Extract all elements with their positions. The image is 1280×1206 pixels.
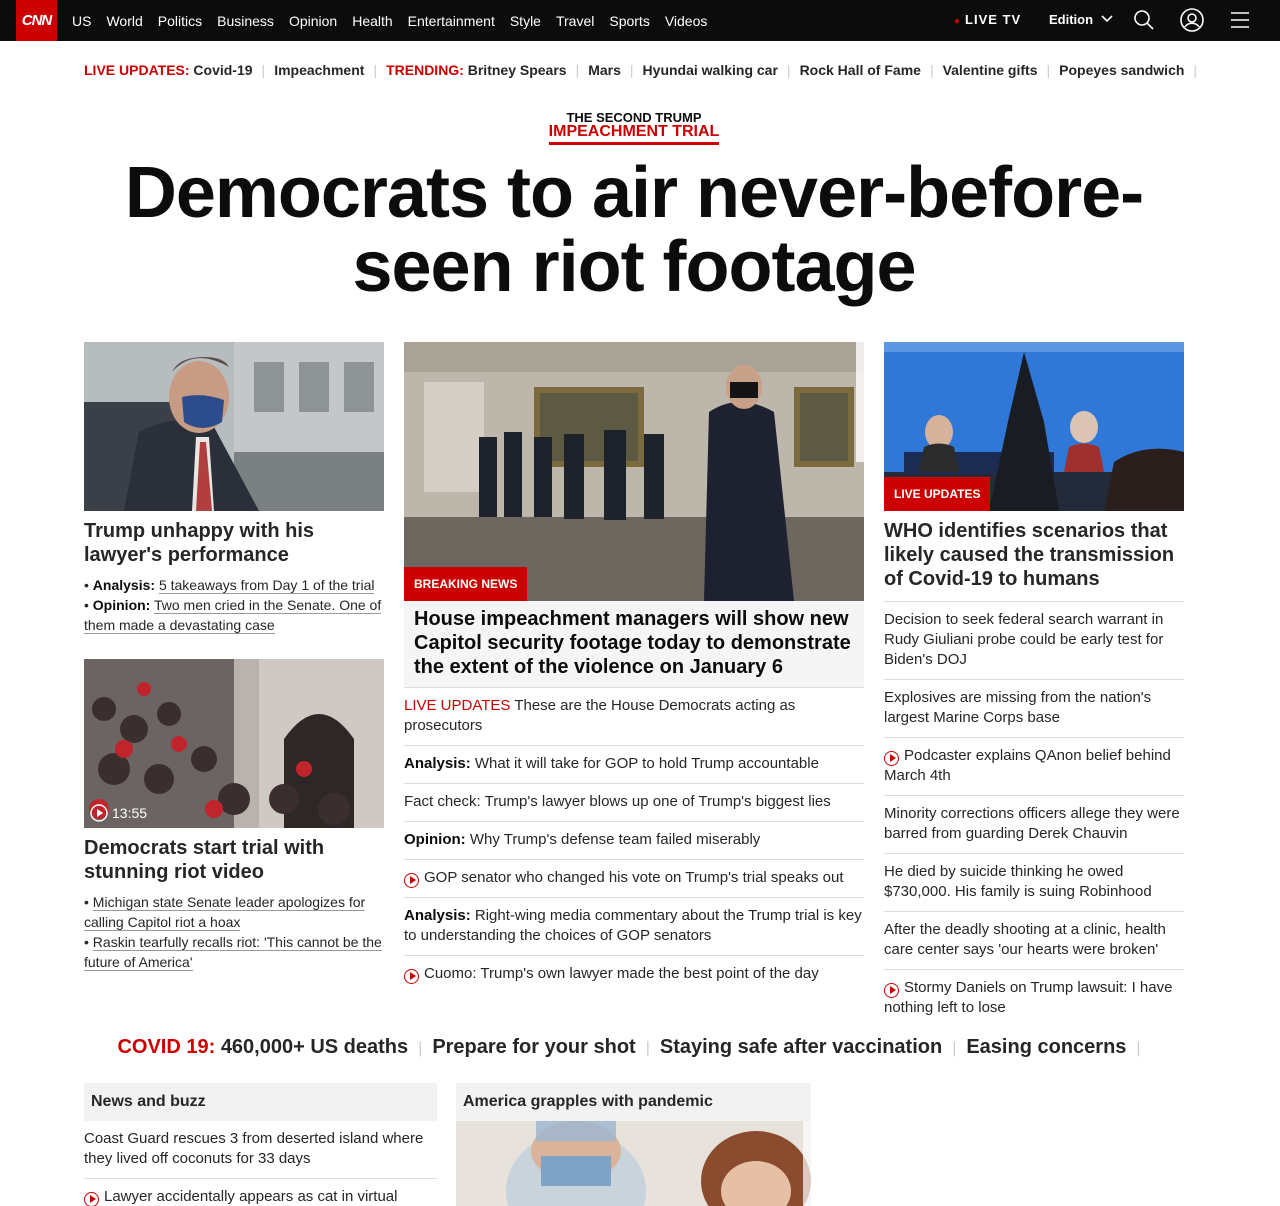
story1-image[interactable]: [84, 342, 384, 511]
live-tv-button[interactable]: [954, 12, 1021, 27]
list-item-text: Why Trump's defense team failed miserably: [469, 831, 761, 848]
list-item[interactable]: [404, 746, 864, 784]
kicker-top: THE SECOND TRUMP: [566, 110, 702, 125]
trending-link[interactable]: Valentine gifts: [942, 62, 1038, 78]
center-column: [404, 342, 864, 993]
story2-headline[interactable]: Democrats start trial with stunning riot video: [84, 837, 325, 883]
live-updates-tag: LIVE UPDATES: [404, 697, 511, 714]
list-item-text: Cuomo: Trump's own lawyer made the best point of the day: [424, 965, 819, 982]
video-duration: [90, 804, 147, 822]
list-item[interactable]: After the deadly shooting at a clinic, health care center says 'our hearts were broken': [884, 912, 1184, 970]
hero-headline[interactable]: Democrats to air never-before-seen riot footage: [124, 153, 1144, 307]
covid-link[interactable]: Easing concerns: [966, 1036, 1127, 1058]
trending-link[interactable]: Britney Spears: [467, 62, 567, 78]
trending-link[interactable]: Rock Hall of Fame: [799, 62, 921, 78]
story1-sub1-link[interactable]: 5 takeaways from Day 1 of the trial: [158, 577, 375, 593]
covid-link[interactable]: 460,000+ US deaths: [220, 1036, 409, 1058]
list-item[interactable]: [404, 784, 864, 822]
left-column: [84, 342, 384, 972]
section-title[interactable]: News and buzz: [84, 1083, 437, 1121]
who-image[interactable]: [884, 342, 1184, 511]
search-icon[interactable]: [1132, 8, 1156, 32]
story2-sub2[interactable]: • Raskin tearfully recalls riot: 'This cannot be the future of America': [84, 934, 382, 970]
list-item-text: Podcaster explains QAnon belief behind March 4th: [884, 747, 1171, 784]
trending-bar: LIVE UPDATES: Covid-19 | Impeachment | TRENDING: Britney Spears | Mars | Hyundai walking car | Rock Hall of Fame | Valentine gifts | Popeyes sandwich |: [84, 62, 1198, 78]
story1-sub2[interactable]: • Opinion: Two men cried in the Senate. One of them made a devastating case: [84, 597, 382, 633]
live-updates-label: LIVE UPDATES:: [84, 62, 190, 78]
edition-dropdown[interactable]: [1049, 12, 1113, 27]
story2-image[interactable]: [84, 659, 384, 828]
list-item-text: Stormy Daniels on Trump lawsuit: I have nothing left to lose: [884, 979, 1173, 1016]
nav-link-health[interactable]: Health: [352, 12, 393, 29]
account-icon[interactable]: [1180, 8, 1204, 32]
list-item[interactable]: [404, 688, 864, 746]
list-item[interactable]: [404, 956, 864, 993]
trending-link[interactable]: Mars: [588, 62, 621, 78]
nav-link-videos[interactable]: Videos: [664, 12, 708, 29]
play-icon: [90, 804, 108, 822]
list-item[interactable]: [404, 822, 864, 860]
list-item[interactable]: [884, 738, 1184, 796]
lead-image[interactable]: [404, 342, 864, 601]
nav-links: [72, 0, 722, 41]
list-item[interactable]: He died by suicide thinking he owed $730,000. His family is suing Robinhood: [884, 854, 1184, 912]
list-item-text: Lawyer accidentally appears as cat in virtual: [104, 1188, 398, 1205]
nav-link-travel[interactable]: Travel: [555, 12, 595, 29]
opinion-label: Opinion:: [404, 831, 466, 848]
story1-sub1[interactable]: • Analysis: 5 takeaways from Day 1 of the trial: [84, 577, 375, 593]
menu-icon[interactable]: [1228, 8, 1252, 32]
list-item-text: These are the House Democrats acting as prosecutors: [404, 697, 796, 734]
edition-label: Edition: [1049, 12, 1094, 27]
nav-link-opinion[interactable]: Opinion: [288, 12, 338, 29]
list-item[interactable]: [404, 860, 864, 898]
nav-link-entertainment[interactable]: Entertainment: [407, 12, 495, 29]
pandemic-image[interactable]: [456, 1121, 811, 1206]
nav-link-sports[interactable]: Sports: [609, 12, 650, 29]
list-item[interactable]: [84, 1179, 437, 1206]
list-item-text: What it will take for GOP to hold Trump accountable: [474, 755, 819, 772]
list-item-text: Right-wing media commentary about the Trump trial is key to understanding the choices of GOP senators: [404, 907, 862, 944]
list-item[interactable]: Minority corrections officers allege they were barred from guarding Derek Chauvin: [884, 796, 1184, 854]
list-item[interactable]: [404, 898, 864, 956]
nav-link-business[interactable]: Business: [217, 12, 274, 29]
list-item[interactable]: [884, 970, 1184, 1027]
duration-label: 13:55: [112, 805, 148, 821]
play-icon: [884, 983, 899, 998]
nav-link-us[interactable]: US: [72, 12, 92, 29]
story2-sub1-link[interactable]: Michigan state Senate leader apologizes for calling Capitol riot a hoax: [84, 894, 366, 930]
covid-bar: COVID 19: 460,000+ US deaths | Prepare for your shot | Staying safe after vaccination | Easing concerns |: [117, 1036, 1141, 1058]
analysis-label: Analysis:: [404, 755, 471, 772]
live-tv-label: LIVE TV: [965, 12, 1022, 27]
opinion-label: Opinion:: [92, 597, 151, 613]
analysis-label: Analysis:: [92, 577, 156, 593]
list-item-text: GOP senator who changed his vote on Trump's trial speaks out: [424, 869, 844, 886]
list-item[interactable]: Decision to seek federal search warrant in Rudy Giuliani probe could be early test for Biden's DOJ: [884, 602, 1184, 680]
chevron-down-icon: [1101, 14, 1113, 24]
right-column: [884, 342, 1184, 1027]
live-dot-icon: ●: [954, 16, 962, 27]
analysis-label: Analysis:: [404, 907, 471, 924]
list-item[interactable]: Explosives are missing from the nation's largest Marine Corps base: [884, 680, 1184, 738]
top-nav: [0, 0, 1280, 41]
trending-link[interactable]: Hyundai walking car: [642, 62, 778, 78]
section-title[interactable]: America grapples with pandemic: [456, 1083, 811, 1121]
trending-label: TRENDING:: [386, 62, 464, 78]
news-and-buzz-section: [84, 1083, 437, 1206]
cnn-logo[interactable]: CNN: [16, 0, 57, 41]
covid-label: COVID 19:: [117, 1036, 216, 1058]
nav-link-politics[interactable]: Politics: [157, 12, 203, 29]
lead-headline[interactable]: House impeachment managers will show new Capitol security footage today to demonstrate the extent of the violence on January 6: [404, 601, 864, 687]
trending-link[interactable]: Popeyes sandwich: [1059, 62, 1185, 78]
story1-sub2-link[interactable]: Two men cried in the Senate. One of them made a devastating case: [84, 597, 382, 633]
covid-link[interactable]: Prepare for your shot: [432, 1036, 636, 1058]
play-icon: [84, 1192, 99, 1206]
trending-link-covid[interactable]: Covid-19: [193, 62, 253, 78]
nav-link-style[interactable]: Style: [509, 12, 541, 29]
list-item[interactable]: Coast Guard rescues 3 from deserted island where they lived off coconuts for 33 days: [84, 1121, 437, 1179]
story1-headline[interactable]: Trump unhappy with his lawyer's performance: [84, 520, 314, 566]
pandemic-section: [456, 1083, 811, 1206]
covid-link[interactable]: Staying safe after vaccination: [659, 1036, 943, 1058]
kicker-bottom[interactable]: IMPEACHMENT TRIAL: [549, 123, 720, 145]
play-icon: [404, 969, 419, 984]
trending-link-impeachment[interactable]: Impeachment: [274, 62, 365, 78]
play-icon: [404, 873, 419, 888]
who-headline[interactable]: WHO identifies scenarios that likely caused the transmission of Covid-19 to humans: [884, 520, 1175, 590]
story2-sub1[interactable]: • Michigan state Senate leader apologizes for calling Capitol riot a hoax: [84, 894, 366, 930]
list-item-text: Fact check: Trump's lawyer blows up one of Trump's biggest lies: [404, 793, 831, 810]
play-icon: [884, 751, 899, 766]
story2-sub2-link[interactable]: Raskin tearfully recalls riot: 'This cannot be the future of America': [84, 934, 382, 970]
nav-link-world[interactable]: World: [106, 12, 143, 29]
breaking-news-badge: BREAKING NEWS: [404, 567, 527, 601]
live-updates-badge: LIVE UPDATES: [884, 477, 990, 511]
